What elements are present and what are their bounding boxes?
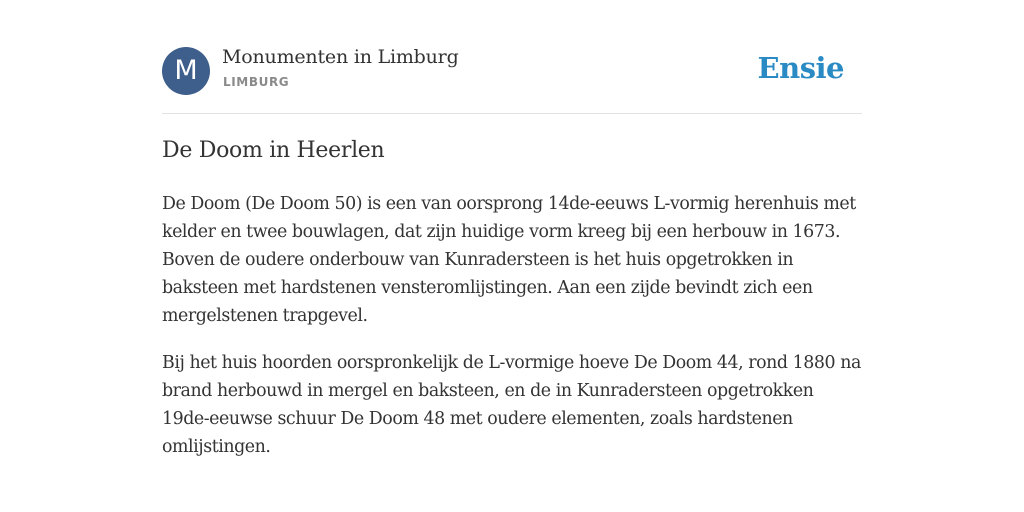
brand-logo[interactable]: Ensie <box>757 51 844 85</box>
article-paragraph: Bij het huis hoorden oorspronkelijk de L-vormige hoeve De Doom 44, rond 1880 na brand herbouwd in mergel en baksteen, en de in Kunradersteen opgetrokken 19de-eeuwse schuur De Doom 48 met oudere elementen, zoals hardstenen omlijstingen. <box>162 353 861 457</box>
article-title: De Doom in Heerlen <box>162 138 385 163</box>
channel-subtitle: LIMBURG <box>223 75 290 89</box>
header <box>162 46 862 96</box>
avatar[interactable]: M <box>162 47 210 95</box>
header-divider <box>162 113 862 114</box>
article-paragraph: De Doom (De Doom 50) is een van oorsprong 14de-eeuws L-vormig herenhuis met kelder en twee bouwlagen, dat zijn huidige vorm kreeg bij een herbouw in 1673. Boven de oudere onderbouw van Kunradersteen is het huis opgetrokken in baksteen met hardstenen vensteromlijstingen. Aan een zijde bevindt zich een mergelstenen trapgevel. <box>162 194 856 326</box>
channel-title[interactable]: Monumenten in Limburg <box>222 46 459 68</box>
article-body <box>162 190 862 480</box>
